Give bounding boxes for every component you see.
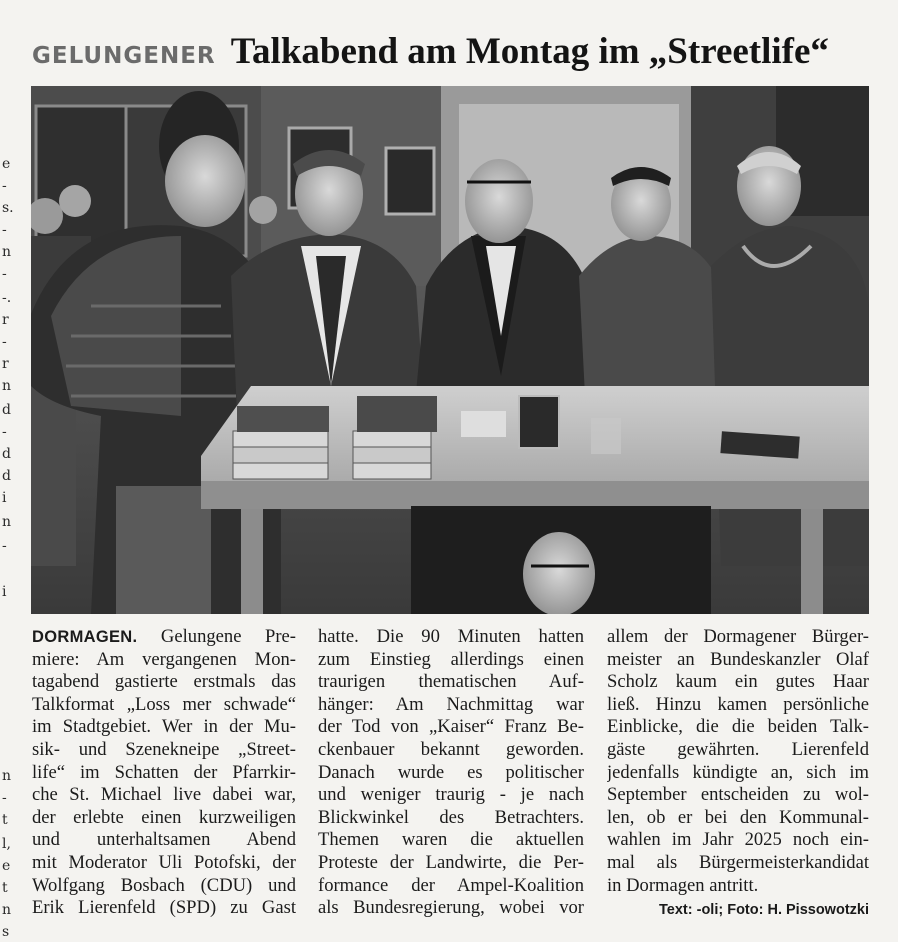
text-line-content: Talkformat „Loss mer schwade“ (32, 693, 296, 715)
text-line (607, 807, 869, 830)
neighbor-fragment: e (2, 858, 11, 874)
text-line-content: Wolfgang Bosbach (CDU) und (32, 874, 296, 896)
text-line-content: Blickwinkel des Betrachters. (318, 806, 584, 828)
neighbor-fragment: - (2, 790, 7, 806)
text-line-content: hänger: Am Nachmittag war (318, 693, 584, 715)
text-line-content: September entscheiden zu wol- (607, 784, 869, 806)
text-line-content: in Dormagen antritt. (607, 874, 759, 896)
neighbor-fragment: - (2, 538, 7, 554)
text-line-content: mal als Bürgermeisterkandidat (607, 851, 869, 873)
text-line (318, 875, 584, 898)
neighbor-fragment: r (2, 312, 9, 328)
neighbor-fragment: n (2, 378, 12, 394)
text-line-content: traurigen thematischen Auf- (318, 671, 584, 693)
neighbor-fragment: - (2, 334, 7, 350)
text-line-content: Themen waren die aktuellen (318, 829, 584, 851)
neighbor-fragment: t (2, 880, 8, 896)
text-line (32, 762, 296, 785)
text-line-content: der erlebte einen kurzweiligen (32, 806, 296, 828)
article-column-1 (32, 626, 296, 926)
text-line (32, 649, 296, 672)
text-line-content: Erik Lierenfeld (SPD) zu Gast (32, 897, 296, 919)
text-line (32, 626, 296, 649)
text-line-content: zum Einstieg allerdings einen (318, 648, 584, 670)
text-line (318, 807, 584, 830)
text-line-content: ließ. Hinzu kamen persönliche (607, 693, 869, 715)
text-line (32, 694, 296, 717)
neighbor-fragment: n (2, 514, 12, 530)
text-line-content: life“ im Schatten der Pfarrkir- (32, 761, 296, 783)
headline (32, 30, 882, 80)
neighbor-fragment: -. (2, 290, 12, 306)
neighbor-column-fragments (0, 0, 22, 942)
neighbor-fragment: n (2, 902, 12, 918)
text-line (32, 739, 296, 762)
text-line (607, 829, 869, 852)
text-line-content: allem der Dormagener Bürger- (607, 626, 869, 647)
text-line (607, 852, 869, 875)
text-line-content: Scholz kaum ein gutes Haar (607, 671, 869, 693)
text-line-content: jedenfalls kündigte an, sich im (607, 761, 869, 783)
neighbor-fragment: - (2, 222, 7, 238)
text-line (607, 671, 869, 694)
text-line-content: meister an Bundeskanzler Olaf (607, 648, 869, 670)
text-line-content: Danach wurde es politischer (318, 761, 584, 783)
text-line (318, 739, 584, 762)
neighbor-fragment: l, (2, 836, 11, 852)
text-line (32, 829, 296, 852)
text-line-content: und weniger traurig - je nach (318, 784, 584, 806)
text-line-content: wahlen im Jahr 2025 noch ein- (607, 829, 869, 851)
text-line (318, 784, 584, 807)
text-line-content: als Bundesregierung, wobei vor (318, 897, 584, 919)
text-line (607, 626, 869, 649)
text-line-content: ckenbauer bekannt geworden. (318, 738, 584, 760)
neighbor-fragment: - (2, 178, 7, 194)
text-line-content: formance der Ampel-Koalition (318, 874, 584, 896)
neighbor-fragment: n (2, 244, 12, 260)
text-line (607, 739, 869, 762)
text-line (318, 626, 584, 649)
headline-title: Talkabend am Montag im „Streetlife“ (230, 31, 829, 72)
text-line-content: und unterhaltsamen Abend (32, 829, 296, 851)
text-line (318, 762, 584, 785)
text-line (607, 784, 869, 807)
neighbor-fragment: d (2, 468, 11, 484)
text-line (607, 649, 869, 672)
text-line-content: der Tod von „Kaiser“ Franz Be- (318, 716, 584, 738)
text-line (607, 875, 869, 898)
photo-illustration (31, 86, 869, 614)
text-line-content: tagabend gastierte erstmals das (32, 671, 296, 693)
text-line-content: mit Moderator Uli Potofski, der (32, 851, 296, 873)
photo-credit: Text: -oli; Foto: H. Pissowotzki (659, 902, 869, 918)
neighbor-fragment: e (2, 156, 11, 172)
text-line-content: Gelungene Pre- (160, 626, 296, 647)
text-line-content: len, ob er bei den Kommunal- (607, 806, 869, 828)
text-line (32, 897, 296, 920)
headline-kicker: GELUNGENER (32, 43, 216, 69)
neighbor-fragment: n (2, 768, 12, 784)
text-line (32, 784, 296, 807)
text-line (607, 762, 869, 785)
text-line (32, 716, 296, 739)
text-line (318, 716, 584, 739)
dateline: DORMAGEN. (32, 628, 138, 646)
neighbor-fragment: i (2, 490, 7, 506)
article-photo (31, 86, 869, 614)
text-line (32, 875, 296, 898)
text-line-content: Einblicke, die die beiden Talk- (607, 716, 869, 738)
text-line (318, 671, 584, 694)
neighbor-fragment: d (2, 446, 11, 462)
text-line (318, 694, 584, 717)
article-column-3 (607, 626, 869, 926)
neighbor-fragment: - (2, 266, 7, 282)
text-line-content: sik- und Szenekneipe „Street- (32, 738, 296, 760)
text-line (32, 852, 296, 875)
text-line (318, 897, 584, 920)
neighbor-fragment: i (2, 584, 7, 600)
text-line-content: im Stadtgebiet. Wer in der Mu- (32, 716, 296, 738)
text-line-content: gäste gewährten. Lierenfeld (607, 738, 869, 760)
text-line-content: che St. Michael live dabei war, (32, 784, 296, 806)
text-line-content: hatte. Die 90 Minuten hatten (318, 626, 584, 647)
text-line (32, 807, 296, 830)
text-line (607, 716, 869, 739)
neighbor-fragment: - (2, 424, 7, 440)
text-line (318, 649, 584, 672)
neighbor-fragment: r (2, 356, 9, 372)
text-line (318, 852, 584, 875)
article-column-2 (318, 626, 584, 926)
text-line (318, 829, 584, 852)
text-line (607, 694, 869, 717)
neighbor-fragment: s. (2, 200, 14, 216)
neighbor-fragment: d (2, 402, 11, 418)
text-line (32, 671, 296, 694)
neighbor-fragment: t (2, 812, 8, 828)
neighbor-fragment: s (2, 924, 10, 940)
text-line-content: miere: Am vergangenen Mon- (32, 648, 296, 670)
text-line-content: Proteste der Landwirte, die Per- (318, 851, 584, 873)
